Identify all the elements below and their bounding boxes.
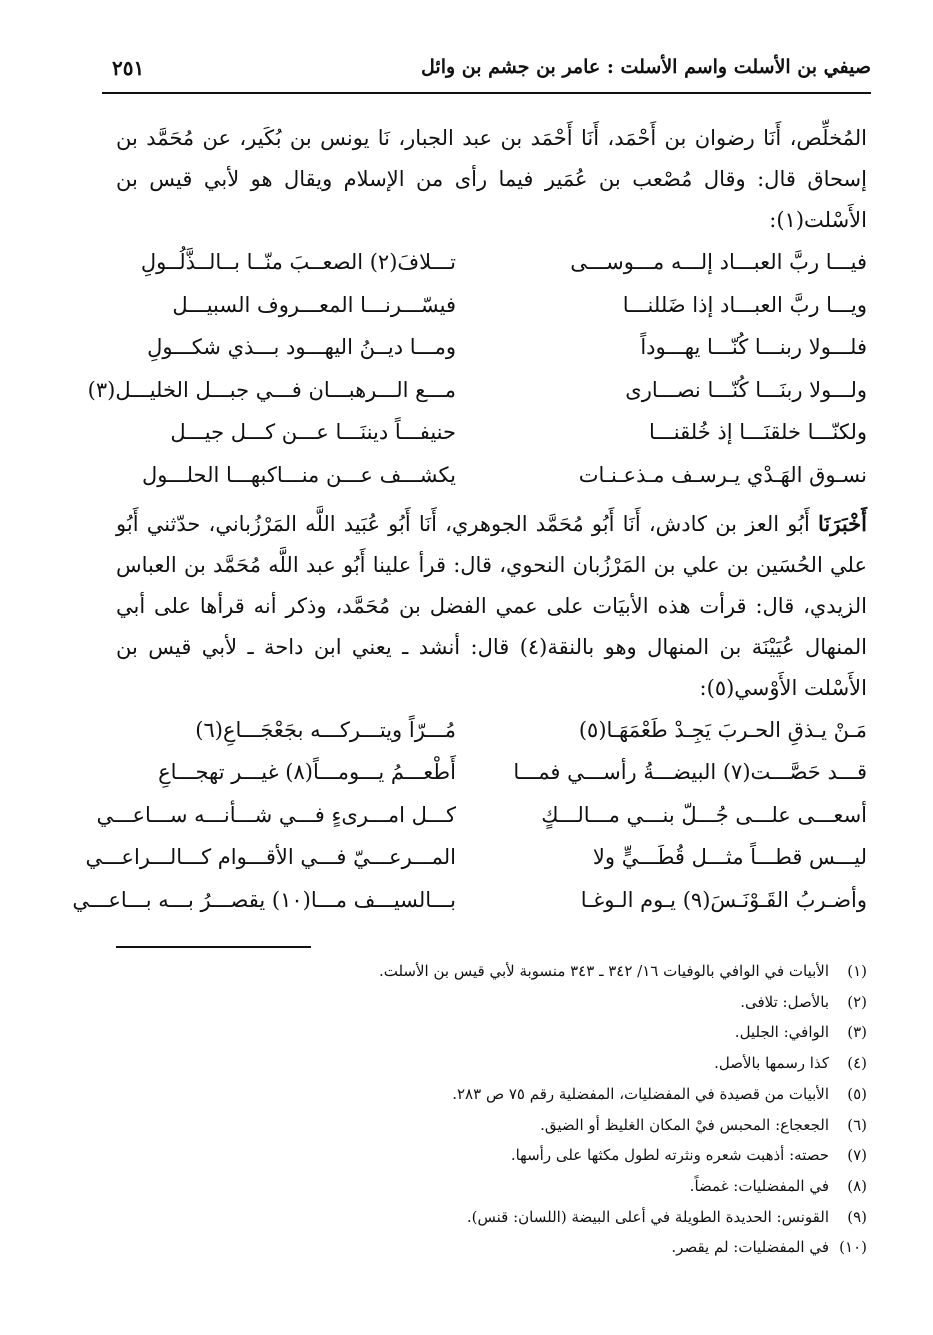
verse [116, 454, 867, 497]
intro-paragraph: المُخلِّص، أَنَا رضوان بن أَحْمَد، أَنَا أَحْمَد بن عبد الجبار، نَا يونس بن بُكَير، عن مُحَمَّد بن إسحاق قال: وقال مُصْعب بن عُمَير فيما رأى من الإسلام ويقال هو لأبي قيس بن الأَسْلت(١): [116, 126, 867, 232]
verse [72, 879, 867, 922]
verse-first-hemistich: فيـــا ربَّ العبـــاد إلـــه مـــوســـى [570, 250, 867, 274]
verse-first-hemistich: وأضـربُ القَـوْنَـسَ(٩) يـوم الـوغـا [580, 887, 867, 912]
footnote-number: (٧) [847, 1146, 867, 1165]
footnote-number: (٨) [847, 1176, 867, 1195]
footnote-number: (٩) [847, 1207, 867, 1226]
footnote-text: القونس: الحديدة الطويلة في أعلى البيضة (اللسان: قنس). [466, 1207, 829, 1226]
verse [116, 411, 867, 454]
footnote [116, 987, 867, 1018]
verse-second-hemistich: ومـــا ديــنُ اليهـــود بـــذي شكـــولِ [147, 335, 456, 360]
verse-second-hemistich: المـــرعـــيّ فـــي الأقـــوام كـــالـــراعـــي [85, 845, 456, 870]
verse-first-hemistich: فلـــولا ربنـــا كُنّـــا يهـــوداً [640, 335, 867, 360]
footnote-number: (١٠) [839, 1238, 867, 1257]
verse-second-hemistich: كـــل امـــرىءٍ فـــي شـــأنـــه ســـاعـــي [96, 802, 456, 827]
footnote-number: (٥) [847, 1084, 867, 1103]
footnote-number: (٢) [847, 992, 867, 1011]
verse-second-hemistich: مُـــرّاً ويتـــركـــه بجَعْجَـــاعِ(٦) [195, 717, 456, 742]
footnote [116, 1048, 867, 1079]
footnote-text: الأبيات من قصيدة في المفضليات، المفضلية رقم ٧٥ ص ٢٨٣. [452, 1084, 829, 1103]
footnote [116, 1017, 867, 1048]
footnote-number: (٤) [847, 1054, 867, 1073]
page-number: ٢٥١ [112, 56, 145, 80]
footnote-text: الأبيات في الوافي بالوفيات ١٦/ ٣٤٢ ـ ٣٤٣ منسوبة لأبي قيس بن الأسلت. [378, 962, 829, 980]
footnote-text: كذا رسمها بالأصل. [714, 1054, 829, 1073]
footnote [116, 1202, 867, 1233]
footnotes [116, 956, 867, 1263]
verse-second-hemistich: أَطْعـــمُ يـــومـــاً(٨) غيـــر تهجـــاعِ [158, 760, 456, 785]
verse-first-hemistich: نسـوق الهَـدْي يـرسـف مـذعـنـات [578, 462, 867, 487]
verse-second-hemistich: يكشـــف عـــن منـــاكبهـــا الحلـــول [142, 462, 456, 487]
verse [87, 369, 867, 412]
verse [116, 284, 867, 327]
verse-second-hemistich: بـــالسيـــف مـــا(١٠) يقصـــرُ بـــه بـــاعـــي [72, 887, 456, 912]
verse [85, 836, 867, 879]
verse-first-hemistich: مَـنْ يـذقِ الحـربَ يَجِـدْ طَعْمَهَـا(٥) [578, 717, 867, 742]
verse-second-hemistich: مـــع الـــرهبـــان فـــي جبـــل الخليـــل(٣) [87, 377, 456, 402]
chain-text: أَبُو العز بن كادش، أَنَا أَبُو مُحَمَّد الجوهري، أَنَا أَبُو عُبَيد اللَّه المَرْزُباني، حدّثني أَبُو علي الحُسَين بن علي بن المَرْزُبان النحوي، قال: قرأ علينا أَبُو عبد اللَّه مُحَمَّد بن العباس الزيدي، قال: قرأت هذه الأبيَات على عمي الفضل بن مُحَمَّد، وذكر أنه قرأها على أبي المنهال عُيَيْنَة بن المنهال وهو بالنقة(٤) قال: أنشد ـ يعني ابن داحة ـ لأبي قيس بن الأَسْلت الأَوْسي(٥): [116, 511, 867, 700]
verse [116, 326, 867, 369]
verse-second-hemistich: حنيفـــاً ديننَـــا عـــن كـــل جيـــل [170, 420, 456, 445]
footnote [116, 1171, 867, 1202]
verse [116, 751, 867, 794]
footnote [116, 1110, 867, 1141]
footnote [116, 1079, 867, 1110]
verse [96, 794, 867, 837]
page-header [102, 52, 871, 94]
footnote-text: في المفضليات: غمضاً. [689, 1176, 829, 1195]
verse-first-hemistich: أسعـــى علـــى جُـــلّ بنـــي مـــالـــكٍ [541, 802, 867, 827]
verse-first-hemistich: ولكنّـــا خلقنَـــا إذ خُلقنـــا [648, 420, 867, 445]
poem-first [87, 241, 867, 497]
running-title: صيفي بن الأسلت واسم الأسلت : عامر بن جشم بن وائل [421, 56, 871, 78]
footnote-text: في المفضليات: لم يقصر. [671, 1238, 829, 1257]
verse-first-hemistich: قـــد حَصَّـــت(٧) البيضـــةُ رأســـي فمـــا [513, 760, 867, 785]
footnote-text: بالأصل: تلافى. [740, 992, 829, 1011]
footnote [116, 1232, 867, 1263]
verse-first-hemistich: ولـــولا ربنَـــا كُنّـــا نصـــارى [625, 377, 867, 402]
main-text [72, 118, 867, 922]
verse-first-hemistich: ويـــا ربَّ العبـــاد إذا ضَللنـــا [622, 292, 867, 317]
footnote [116, 956, 867, 987]
verse [116, 709, 867, 752]
chain-paragraph [116, 503, 867, 709]
footnote-text: الجعجاع: المحبس فيْ المكان الغليظ أو الضيق. [540, 1115, 829, 1134]
footnote-text: حصته: أذهبت شعره ونثرته لطول مكثها على رأسها. [510, 1146, 829, 1165]
poem-second [72, 709, 867, 922]
footnote-text: الوافي: الجليل. [734, 1023, 829, 1042]
footnote-number: (٣) [847, 1023, 867, 1042]
verse-second-hemistich: تـــلافَ(٢) الصعــبَ منّــا بــالــذَّلُــولِ [140, 250, 456, 274]
footnote-divider [116, 946, 311, 948]
footnote [116, 1140, 867, 1171]
verse-second-hemistich: فيسّـــرنـــا المعـــروف السبيـــل [172, 292, 456, 317]
footnote-number: (٦) [847, 1115, 867, 1134]
footnote-number: (١) [847, 962, 867, 980]
verse-first-hemistich: ليـــس قطـــاً مثـــل قُطَـــيٍّ ولا [592, 845, 867, 870]
akhbarana-lead: أَخْبَرَنَا [818, 510, 867, 536]
verse [116, 241, 867, 284]
